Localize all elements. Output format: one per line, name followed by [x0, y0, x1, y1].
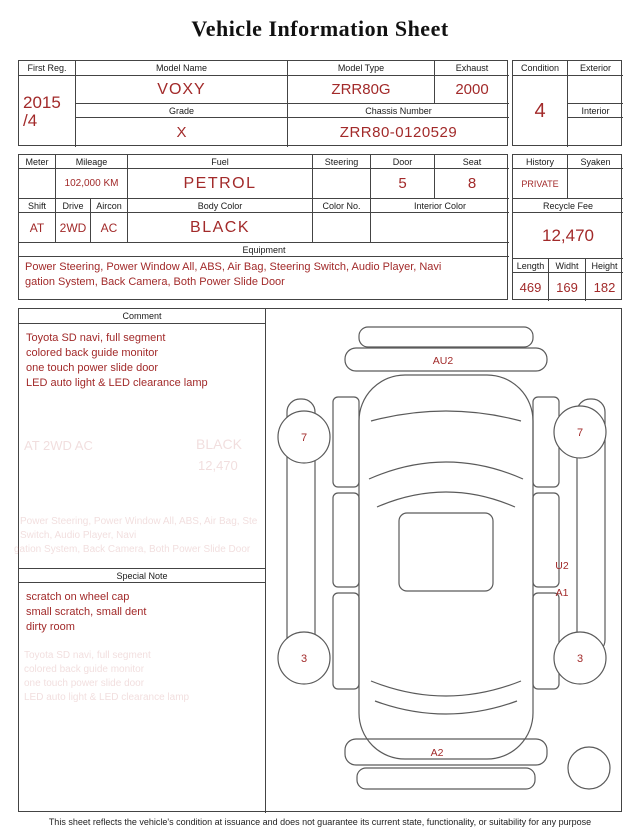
meter-value [19, 169, 56, 199]
grade-label: Grade [76, 104, 288, 118]
disclaimer-text: This sheet reflects the vehicle's condition at issuance and does not guarantee its current state, functionality, or suitability for any purpose [48, 817, 592, 827]
spare-tire [568, 747, 610, 789]
tread-front-right: 7 [576, 427, 584, 439]
special-note-line: scratch on wheel cap [26, 591, 130, 603]
color-no-value [313, 213, 371, 243]
model-name-value: VOXY [76, 76, 288, 104]
model-name-label: Model Name [76, 61, 288, 76]
vehicle-diagram [271, 317, 621, 805]
special-note-header: Special Note [19, 568, 265, 583]
door-label: Door [371, 155, 435, 169]
width-value: 169 [549, 273, 586, 301]
fuel-value: PETROL [128, 169, 313, 199]
grade-value: X [76, 118, 288, 147]
condition-table [512, 60, 622, 146]
left-slide-door-panel [333, 493, 359, 587]
chassis-number-value: ZRR80-0120529 [339, 124, 458, 141]
car-body-outline [359, 375, 533, 759]
aircon-label: Aircon [91, 199, 128, 213]
comment-line: colored back guide monitor [26, 346, 159, 359]
chassis-number-label: Chassis Number [288, 104, 509, 118]
color-no-label: Color No. [313, 199, 371, 213]
diagram-label-au2: AU2 [432, 355, 454, 367]
condition-label: Condition [513, 61, 568, 76]
comment-text [26, 331, 258, 390]
steering-value [313, 169, 371, 199]
rear-window-line-lower [375, 701, 517, 714]
first-reg-year: 2015 [23, 92, 61, 112]
special-note-text [26, 590, 258, 635]
steering-label: Steering [313, 155, 371, 169]
exterior-label: Exterior [568, 61, 623, 76]
body-color-label: Body Color [128, 199, 313, 213]
height-value: 182 [593, 279, 616, 295]
fuel-label: Fuel [128, 155, 313, 169]
model-type-label: Model Type [288, 61, 435, 76]
seat-label: Seat [435, 155, 509, 169]
equipment-line-1: Power Steering, Power Window All, ABS, Air Bag, Steering Switch, Audio Player, Navi [25, 261, 442, 273]
first-reg-value [19, 76, 76, 147]
windshield-line-lower [377, 492, 515, 507]
left-rear-panel [333, 593, 359, 689]
syaken-value [568, 169, 623, 199]
seat-value: 8 [435, 169, 509, 199]
comment-header: Comment [19, 309, 265, 324]
rear-window-line-upper [371, 681, 521, 696]
aircon-value: AC [91, 213, 128, 243]
mileage-label: Mileage [56, 155, 128, 169]
bottom-section [18, 308, 622, 812]
tread-front-left: 7 [300, 432, 308, 444]
exhaust-value: 2000 [435, 76, 509, 104]
page-title: Vehicle Information Sheet [191, 16, 449, 41]
meter-label: Meter [19, 155, 56, 169]
rear-bumper-shape [357, 768, 535, 789]
drive-value: 2WD [56, 213, 91, 243]
front-bumper-shape [359, 327, 533, 347]
registration-table [18, 60, 508, 146]
length-value: 469 [513, 273, 549, 301]
exterior-value [568, 76, 623, 104]
history-table [512, 154, 622, 300]
right-rear-panel [533, 593, 559, 689]
door-value: 5 [371, 169, 435, 199]
body-color-value: BLACK [128, 213, 313, 243]
mileage-value: 102,000 KM [56, 169, 128, 199]
equipment-value [25, 260, 503, 290]
history-label: History [513, 155, 568, 169]
left-front-door-panel [333, 397, 359, 487]
exhaust-label: Exhaust [435, 61, 509, 76]
notes-panel [19, 309, 266, 813]
diagram-label-a1: A1 [555, 587, 569, 599]
special-note-line: small scratch, small dent [26, 605, 147, 618]
interior-color-label: Interior Color [371, 199, 509, 213]
first-reg-month: /4 [23, 110, 38, 130]
shift-label: Shift [19, 199, 56, 213]
hood-line [371, 411, 521, 421]
height-label: Height [586, 259, 623, 273]
drive-label: Drive [56, 199, 91, 213]
comment-line: Toyota SD navi, full segment [26, 332, 166, 344]
rear-panel-shape [345, 739, 547, 765]
condition-value: 4 [513, 76, 568, 147]
tread-rear-right: 3 [576, 653, 584, 665]
shift-value: AT [19, 213, 56, 243]
diagram-label-u2: U2 [555, 560, 569, 572]
interior-label: Interior [568, 104, 623, 118]
comment-line: LED auto light & LED clearance lamp [26, 376, 208, 389]
roof-shape [399, 513, 493, 591]
interior-value [568, 118, 623, 147]
equipment-line-2: gation System, Back Camera, Both Power Slide Door [25, 275, 285, 288]
right-slide-door-panel [533, 493, 559, 587]
width-label: Widht [549, 259, 586, 273]
equipment-label: Equipment [19, 243, 509, 257]
interior-color-value [371, 213, 509, 243]
model-type-value: ZRR80G [288, 76, 435, 104]
tread-rear-left: 3 [300, 653, 308, 665]
details-table [18, 154, 508, 300]
length-label: Length [513, 259, 549, 273]
diagram-label-a2: A2 [430, 747, 444, 759]
first-reg-label: First Reg. [19, 61, 76, 76]
syaken-label: Syaken [568, 155, 623, 169]
special-note-line: dirty room [26, 620, 75, 633]
right-front-door-panel [533, 397, 559, 487]
recycle-fee-label: Recycle Fee [513, 199, 623, 213]
history-value: PRIVATE [513, 169, 568, 199]
recycle-fee-value: 12,470 [513, 213, 623, 259]
comment-line: one touch power slide door [26, 361, 159, 374]
windshield-line-upper [369, 462, 523, 479]
